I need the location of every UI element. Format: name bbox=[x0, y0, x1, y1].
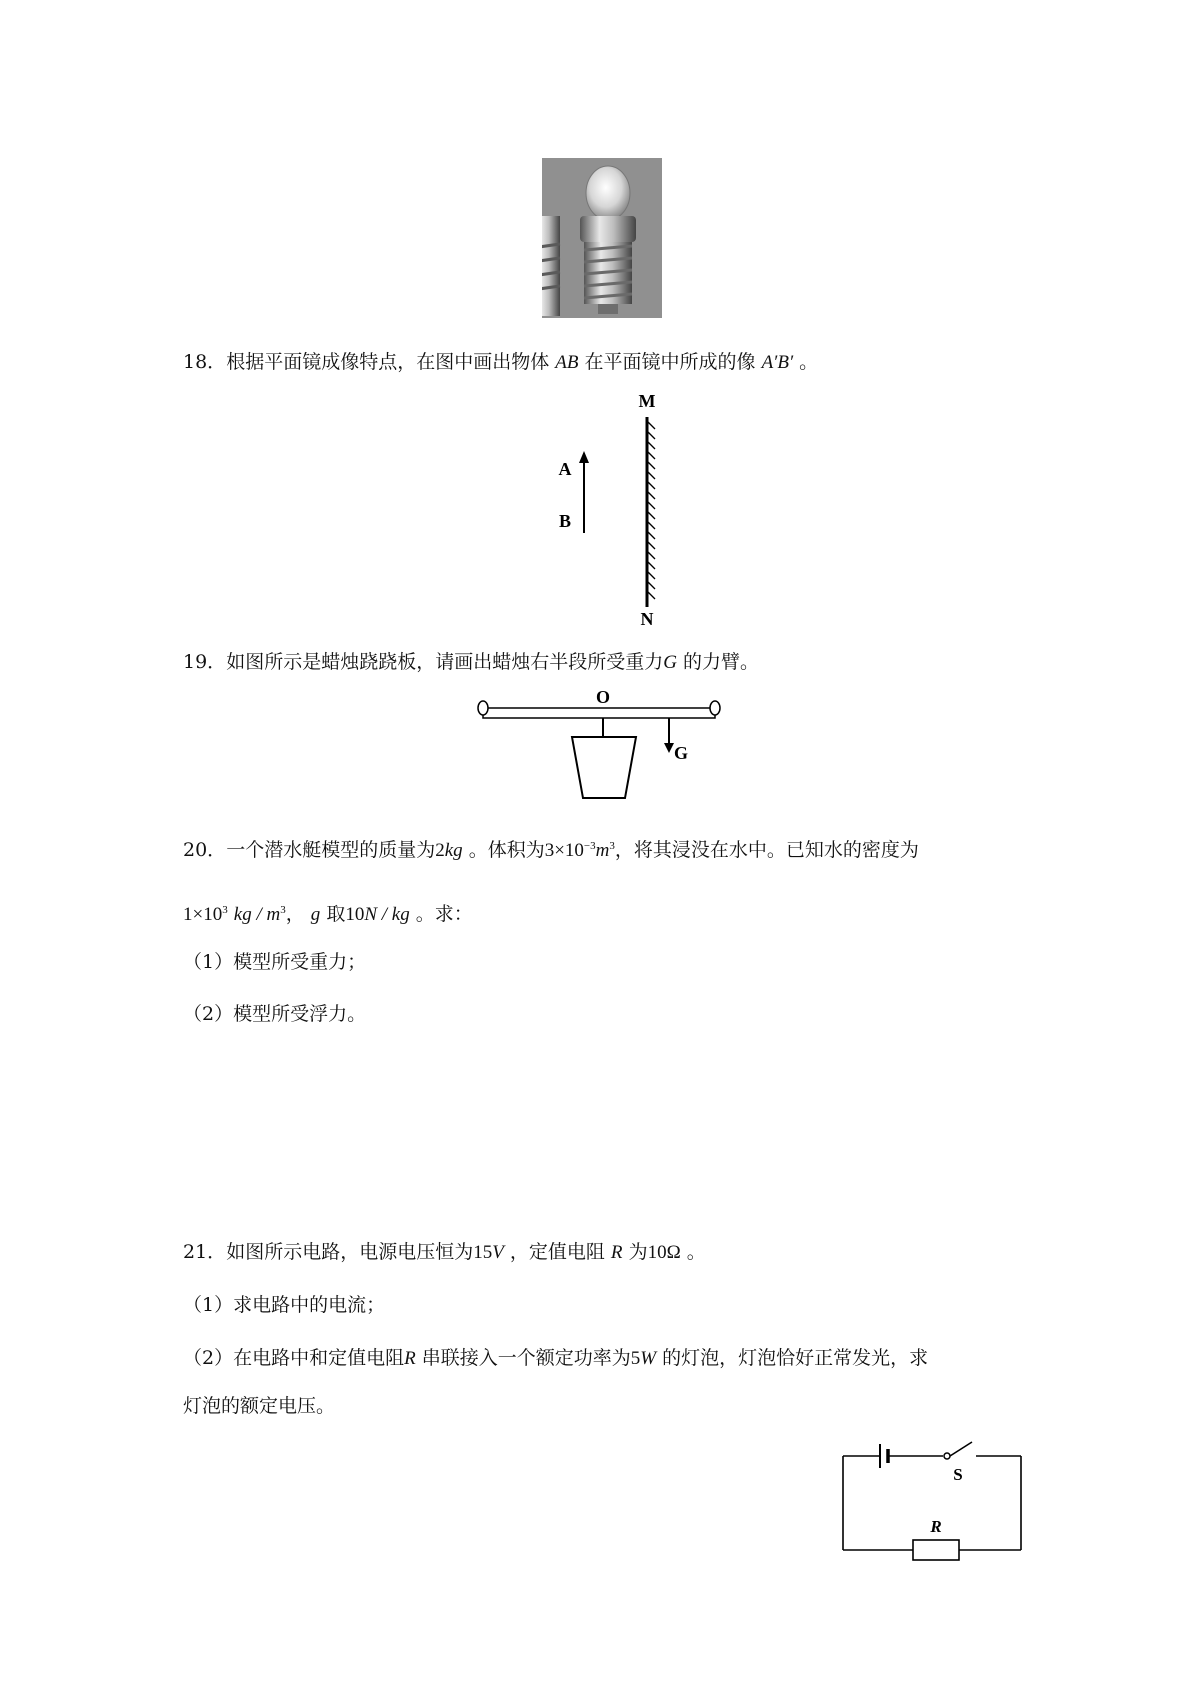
bulb-photo bbox=[542, 158, 662, 318]
q19-text-a: 如图所示是蜡烛跷跷板，请画出蜡烛右半段所受重力 bbox=[226, 651, 664, 673]
q20-mass-unit: kg bbox=[444, 840, 463, 861]
q20-line-1 bbox=[183, 834, 919, 863]
q21-text-b: ，定值电阻 bbox=[509, 1241, 605, 1263]
q20-text-e: 取 bbox=[326, 903, 346, 925]
switch-label-s: S bbox=[953, 1465, 963, 1484]
q21-line-1 bbox=[183, 1240, 706, 1265]
q21-sub-question-2 bbox=[183, 1346, 928, 1371]
q19-text-b: 的力臂。 bbox=[682, 651, 759, 673]
mirror-label-n: N bbox=[640, 609, 654, 629]
gravity-label-g: G bbox=[673, 743, 689, 763]
q20-volume-unit: m bbox=[595, 840, 610, 861]
candle-bar bbox=[483, 708, 715, 718]
q20-text-d: ， bbox=[285, 903, 305, 925]
gravity-arrowhead bbox=[664, 743, 674, 753]
q20-text-a: 一个潜水艇模型的质量为 bbox=[226, 839, 436, 861]
candle-seesaw-diagram bbox=[470, 685, 740, 805]
q21-voltage-unit: V bbox=[492, 1242, 504, 1263]
q20-density-exp: 3 bbox=[222, 904, 228, 916]
q20-text-f: 。求： bbox=[415, 903, 473, 925]
q18-text-b: 在平面镜中所成的像 bbox=[584, 351, 756, 373]
q18-var-image: A′B′ bbox=[761, 352, 794, 373]
q20-g-unit: N / kg bbox=[364, 904, 410, 925]
q20-text-c: ，将其浸没在水中。已知水的密度为 bbox=[614, 839, 919, 861]
q21-sub2-text-a: （2）在电路中和定值电阻 bbox=[183, 1347, 405, 1369]
object-label-a: A bbox=[558, 459, 572, 479]
q20-density-unit: kg / m bbox=[233, 904, 281, 925]
candle-left-end bbox=[478, 701, 488, 715]
q20-line-2 bbox=[183, 898, 473, 927]
object-label-b: B bbox=[558, 511, 572, 531]
q21-sub2-text-c: 的灯泡，灯泡恰好正常发光，求 bbox=[662, 1347, 929, 1369]
q20-sub-question-1: （1）模型所受重力； bbox=[183, 951, 367, 973]
q19-number: 19． bbox=[183, 651, 227, 673]
q20-volume-coef: 3×10 bbox=[544, 840, 584, 861]
bulb-photo-drawing bbox=[542, 158, 662, 318]
q21-resistance-value: 10Ω bbox=[647, 1242, 681, 1263]
q21-power-unit: W bbox=[640, 1348, 657, 1369]
q21-text-d: 。 bbox=[686, 1241, 706, 1263]
pivot-label-o: O bbox=[595, 687, 611, 707]
q21-sub-question-1: （1）求电路中的电流； bbox=[183, 1294, 386, 1316]
q20-g-value: 10 bbox=[345, 904, 365, 925]
q21-text-c: 为 bbox=[628, 1241, 648, 1263]
q20-mass-value: 2 bbox=[435, 840, 445, 861]
switch-blade bbox=[950, 1442, 972, 1456]
q18-text-a: 根据平面镜成像特点，在图中画出物体 bbox=[226, 351, 550, 373]
q18-number: 18． bbox=[183, 351, 227, 373]
q21-sub-question-2-line-2: 灯泡的额定电压。 bbox=[183, 1395, 336, 1417]
q20-number: 20． bbox=[183, 839, 227, 861]
q20-sub-question-2: （2）模型所受浮力。 bbox=[183, 1003, 367, 1025]
mirror-diagram bbox=[540, 385, 680, 630]
q20-volume-exp: −3 bbox=[583, 840, 596, 852]
q20-g-var: g bbox=[310, 904, 321, 925]
resistor-label-r: R bbox=[930, 1517, 942, 1536]
q20-volume-unit-exp: 3 bbox=[609, 840, 615, 852]
q21-voltage-value: 15 bbox=[473, 1242, 493, 1263]
switch-pivot bbox=[944, 1453, 950, 1459]
q21-sub2-var-r: R bbox=[404, 1348, 416, 1369]
resistor-r bbox=[913, 1540, 959, 1560]
q18-text bbox=[183, 350, 818, 375]
q20-density-coef: 1×10 bbox=[183, 904, 223, 925]
candle-right-end bbox=[710, 701, 720, 715]
q21-text-a: 如图所示电路，电源电压恒为 bbox=[226, 1241, 474, 1263]
q21-var-r: R bbox=[610, 1242, 623, 1263]
q20-density-unit-exp: 3 bbox=[280, 904, 286, 916]
q18-text-c: 。 bbox=[799, 351, 819, 373]
q19-text bbox=[183, 650, 759, 675]
mirror-label-m: M bbox=[638, 391, 656, 411]
q21-sub2-text-b: 串联接入一个额定功率为 bbox=[421, 1347, 631, 1369]
q21-number: 21． bbox=[183, 1241, 227, 1263]
circuit-diagram bbox=[835, 1440, 1025, 1565]
cup-base bbox=[572, 737, 636, 798]
object-arrowhead bbox=[579, 451, 589, 463]
q20-text-b: 。体积为 bbox=[468, 839, 545, 861]
q19-var-g: G bbox=[663, 652, 677, 673]
q18-var-ab: AB bbox=[555, 352, 579, 373]
q21-power-value: 5 bbox=[630, 1348, 641, 1369]
